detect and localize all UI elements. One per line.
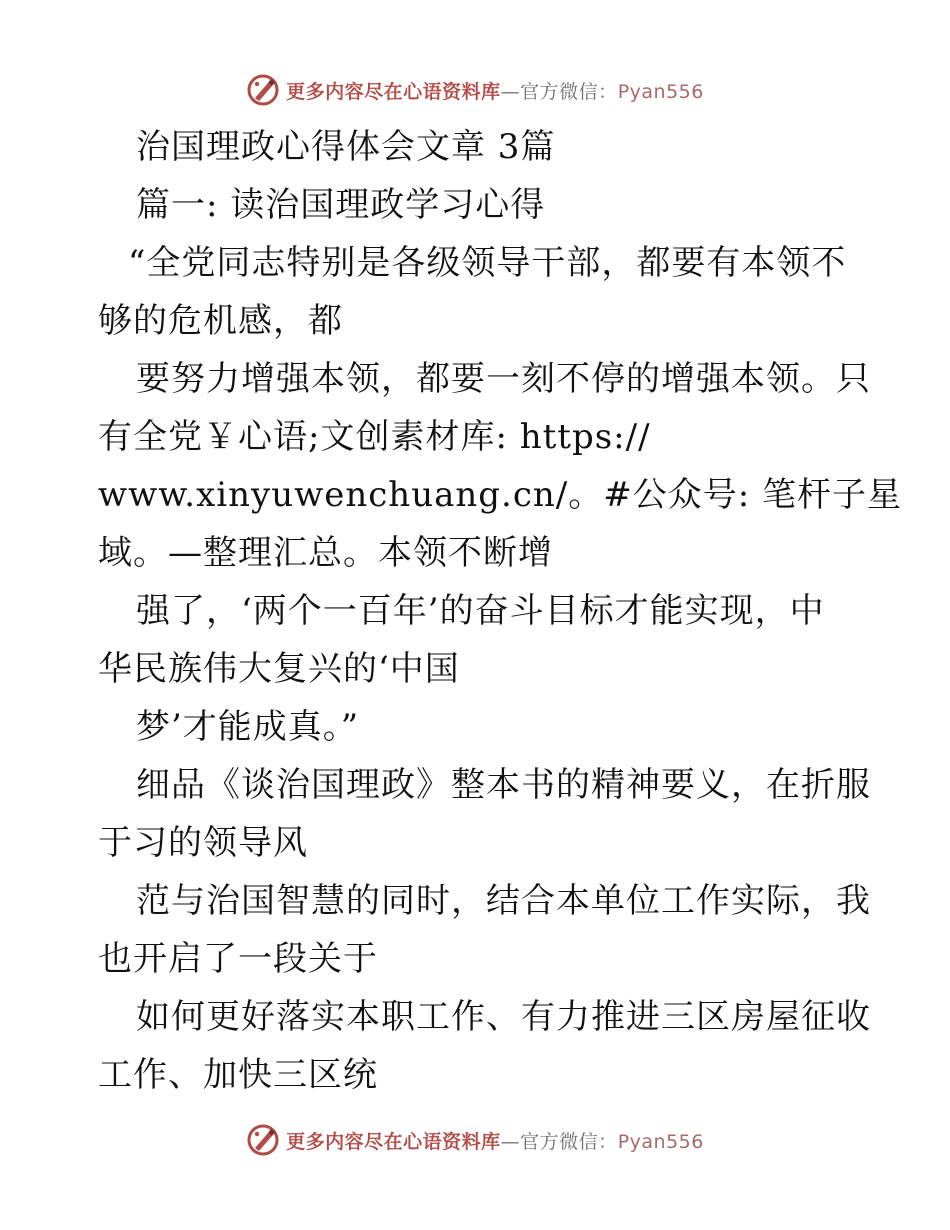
footer-banner (0, 1120, 950, 1160)
paragraph-line: 梦’才能成真。” (136, 707, 360, 747)
banner-text (286, 1127, 704, 1154)
section-heading: 篇一: 读治国理政学习心得 (136, 185, 546, 225)
banner-wechat-label: 官方微信： (520, 1130, 618, 1153)
banner-dash: — (500, 1130, 521, 1153)
document-body (98, 118, 902, 1104)
paragraph-line: 够的危机感，都 (98, 301, 343, 341)
paragraph-line: www.xinyuwenchuang.cn/。#公众号: 笔杆子星 (98, 475, 902, 515)
banner-account: Pyan556 (617, 80, 704, 103)
paragraph-line: 细品《谈治国理政》整本书的精神要义，在折服 (136, 765, 871, 805)
banner-account: Pyan556 (617, 1130, 704, 1153)
paragraph-line: 域。—整理汇总。本领不断增 (98, 533, 553, 573)
header-banner (0, 70, 950, 110)
paragraph-line: 范与治国智慧的同时，结合本单位工作实际，我 (136, 881, 871, 921)
pen-logo-icon (246, 73, 280, 107)
paragraph-line: 于习的领导风 (98, 823, 308, 863)
paragraph-line: 华民族伟大复兴的‘中国 (98, 649, 460, 689)
paragraph-line: “全党同志特别是各级领导干部，都要有本领不 (128, 243, 847, 283)
banner-wechat-label: 官方微信： (520, 80, 618, 103)
banner-dash: — (500, 80, 521, 103)
paragraph-line: 如何更好落实本职工作、有力推进三区房屋征收 (136, 997, 871, 1037)
document-title: 治国理政心得体会文章 3篇 (136, 127, 556, 167)
banner-library-text: 更多内容尽在心语资料库 (286, 80, 501, 103)
paragraph-line: 强了，‘两个一百年’的奋斗目标才能实现，中 (136, 591, 825, 631)
paragraph-line: 工作、加快三区统 (98, 1055, 378, 1095)
paragraph-line: 要努力增强本领，都要一刻不停的增强本领。只 (136, 359, 871, 399)
banner-text (286, 77, 704, 104)
paragraph-line: 有全党￥心语;文创素材库: https:// (98, 417, 651, 457)
banner-library-text: 更多内容尽在心语资料库 (286, 1130, 501, 1153)
paragraph-line: 也开启了一段关于 (98, 939, 378, 979)
pen-logo-icon (246, 1123, 280, 1157)
